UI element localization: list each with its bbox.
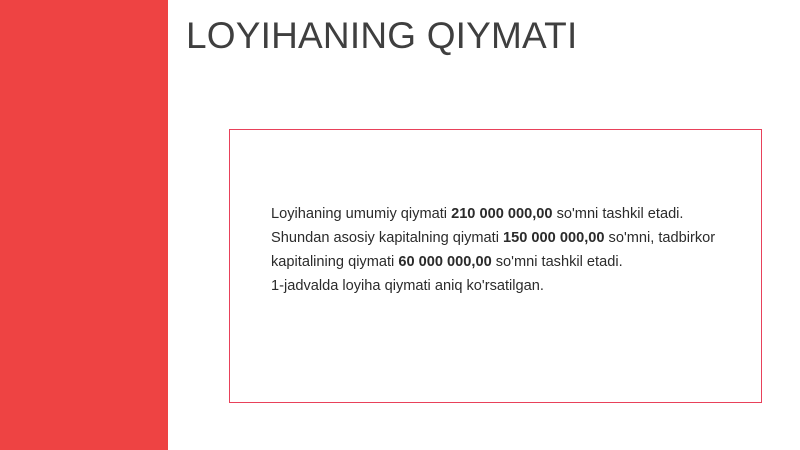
left-accent-bar bbox=[0, 0, 168, 450]
text-segment-4: so'mni tashkil etadi. bbox=[491, 254, 623, 270]
text-segment-2: so'mni tashkil etadi. Shundan asosiy kapitalning qiymati bbox=[271, 206, 684, 246]
text-segment-1: Loyihaning umumiy qiymati bbox=[271, 206, 452, 222]
value-fixed-capital: 150 000 000,00 bbox=[503, 230, 605, 246]
body-paragraph bbox=[271, 202, 733, 298]
content-box bbox=[229, 129, 762, 403]
page-title: LOYIHANING QIYMATI bbox=[186, 15, 578, 56]
value-entrepreneur-capital: 60 000 000,00 bbox=[398, 254, 492, 270]
text-segment-3: so'mni, tadbirkor kapitalining qiymati bbox=[271, 230, 716, 270]
value-total-cost: 210 000 000,00 bbox=[451, 206, 553, 222]
body-paragraph-second-line: 1-jadvalda loyiha qiymati aniq ko'rsatilgan. bbox=[271, 278, 544, 294]
